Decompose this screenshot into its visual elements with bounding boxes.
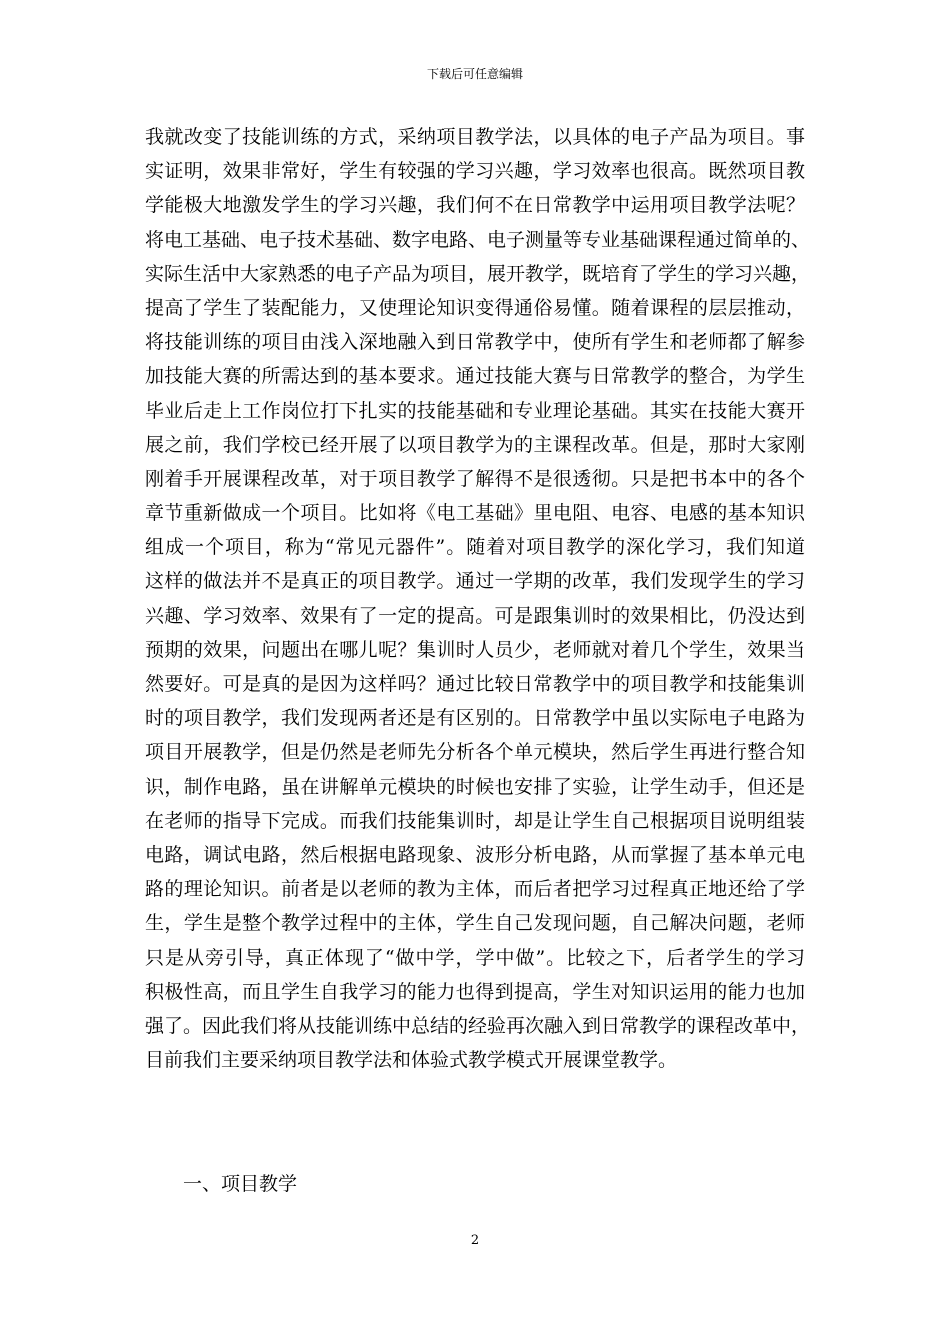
text-line: 实际生活中大家熟悉的电子产品为项目，展开教学，既培育了学生的学习兴趣， — [145, 262, 811, 285]
text-line: 时的项目教学，我们发现两者还是有区别的。日常教学中虽以实际电子电路为 — [145, 707, 805, 730]
text-line: 目前我们主要采纳项目教学法和体验式教学模式开展课堂教学。 — [145, 1049, 678, 1072]
text-line: 预期的效果，问题出在哪儿呢？集训时人员少，老师就对着几个学生，效果当 — [145, 638, 805, 661]
text-line: 将技能训练的项目由浅入深地融入到日常教学中，使所有学生和老师都了解参 — [145, 331, 805, 354]
text-line: 然要好。可是真的是因为这样吗？通过比较日常教学中的项目教学和技能集训 — [145, 673, 805, 695]
text-line: 章节重新做成一个项目。比如将《电工基础》里电阻、电容、电感的基本知识 — [145, 502, 805, 525]
text-line: 路的理论知识。前者是以老师的教为主体，而后者把学习过程真正地还给了学 — [145, 878, 805, 901]
text-line: 识，制作电路，虽在讲解单元模块的时候也安排了实验，让学生动手，但还是 — [145, 775, 805, 798]
text-line: 将电工基础、电子技术基础、数字电路、电子测量等专业基础课程通过简单的、 — [145, 228, 811, 251]
page-number: 2 — [470, 1233, 480, 1248]
text-line: 电路，调试电路，然后根据电路现象、波形分析电路，从而掌握了基本单元电 — [145, 843, 805, 866]
text-line: 学能极大地激发学生的学习兴趣，我们何不在日常教学中运用项目教学法呢？ — [145, 194, 805, 217]
text-line: 这样的做法并不是真正的项目教学。通过一学期的改革，我们发现学生的学习 — [145, 570, 805, 593]
text-line: 在老师的指导下完成。而我们技能集训时，却是让学生自己根据项目说明组装 — [145, 809, 805, 832]
text-line: 我就改变了技能训练的方式，采纳项目教学法，以具体的电子产品为项目。事 — [145, 126, 805, 148]
body-paragraph — [145, 120, 811, 1077]
section-heading: 一、项目教学 — [183, 1173, 298, 1195]
text-line: 刚着手开展课程改革，对于项目教学了解得不是很透彻。只是把书本中的各个 — [145, 467, 805, 490]
text-line: 项目开展教学，但是仍然是老师先分析各个单元模块，然后学生再进行整合知 — [145, 741, 805, 764]
text-line: 组成一个项目，称为“常见元器件”。随着对项目教学的深化学习，我们知道 — [145, 536, 805, 559]
page-header: 下载后可任意编辑 — [426, 67, 523, 81]
text-line: 兴趣、学习效率、效果有了一定的提高。可是跟集训时的效果相比，仍没达到 — [145, 604, 805, 627]
text-line: 毕业后走上工作岗位打下扎实的技能基础和专业理论基础。其实在技能大赛开 — [145, 399, 805, 422]
text-line: 加技能大赛的所需达到的基本要求。通过技能大赛与日常教学的整合，为学生 — [145, 365, 805, 388]
text-line: 生，学生是整个教学过程中的主体，学生自己发现问题，自己解决问题，老师 — [145, 912, 805, 935]
text-line: 展之前，我们学校已经开展了以项目教学为的主课程改革。但是，那时大家刚 — [145, 433, 805, 456]
text-line: 强了。因此我们将从技能训练中总结的经验再次融入到日常教学的课程改革中， — [145, 1014, 811, 1037]
text-line: 只是从旁引导，真正体现了“做中学，学中做”。比较之下，后者学生的学习 — [145, 946, 805, 969]
text-line: 实证明，效果非常好，学生有较强的学习兴趣，学习效率也很高。既然项目教 — [145, 160, 805, 183]
text-line: 积极性高，而且学生自我学习的能力也得到提高，学生对知识运用的能力也加 — [145, 980, 805, 1003]
text-line: 提高了学生了装配能力，又使理论知识变得通俗易懂。随着课程的层层推动， — [145, 296, 805, 319]
